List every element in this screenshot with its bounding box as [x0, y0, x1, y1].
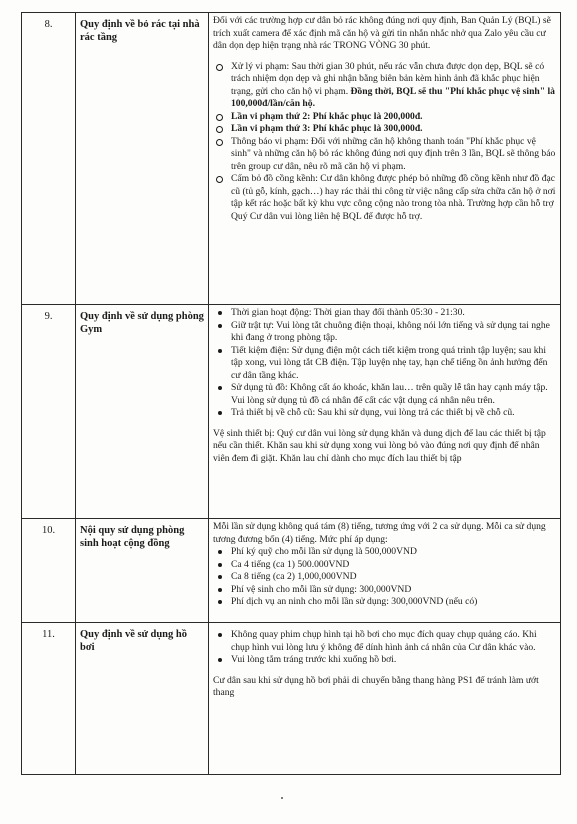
- row-title: Quy định về sử dụng hồ bơi: [76, 623, 209, 775]
- list-item: Giữ trật tự: Vui lòng tắt chuông điện thoại, không nói lớn tiếng và sử dụng tai nghe khi đang ở trong phòng tập.: [213, 320, 556, 345]
- row-intro: Đối với các trường hợp cư dân bỏ rác không đúng nơi quy định, Ban Quản Lý (BQL) sẽ trích xuất camera để xác định mã căn hộ và gửi tin nhắn nhắc nhở qua Zalo yêu cầu cư dân dọn dẹp hiện trạng nhà rác TRONG VÒNG 30 phút.: [213, 15, 551, 51]
- list-item: Không quay phim chụp hình tại hồ bơi cho mục đích quay chụp quảng cáo. Khi chụp hình vui lòng lưu ý không để dính hình ảnh cá nhân của Cư dân khác vào.: [213, 629, 556, 654]
- list-item: Thời gian hoạt động: Thời gian thay đổi thành 05:30 - 21:30.: [213, 307, 556, 320]
- list-item: Vui lòng tắm tráng trước khi xuống hồ bơi.: [213, 654, 556, 667]
- row-number: 10.: [22, 519, 76, 623]
- bullet-list: [213, 629, 556, 667]
- list-item: Phí ký quỹ cho mỗi lần sử dụng là 500,000VND: [213, 546, 556, 559]
- row-footer: Cư dân sau khi sử dụng hồ bơi phải di chuyển bằng thang hàng PS1 để tránh làm ướt thang: [213, 674, 539, 698]
- row-number: 8.: [22, 13, 76, 305]
- list-item: Sử dụng tủ đồ: Không cất áo khoác, khăn lau… trên quầy lễ tân hay cạnh máy tập. Vui lòng sử dụng tủ đồ cá nhân để cất các vật dụng cá nhân nêu trên.: [213, 382, 556, 407]
- bullet-list: [213, 307, 556, 420]
- list-item: Lần vi phạm thứ 3: Phí khắc phục là 300,000đ.: [213, 123, 556, 136]
- row-content: [209, 519, 561, 623]
- row-title: Quy định về sử dụng phòng Gym: [76, 305, 209, 519]
- page-mark: [281, 797, 283, 799]
- table-row: [22, 305, 561, 519]
- row-content: [209, 305, 561, 519]
- row-title: Nội quy sử dụng phòng sinh hoạt cộng đồng: [76, 519, 209, 623]
- circle-list: [213, 61, 556, 224]
- row-number: 11.: [22, 623, 76, 775]
- list-item: Thông báo vi phạm: Đối với những căn hộ không thanh toán "Phí khắc phục vệ sinh" và những căn hộ bỏ rác không đúng nơi quy định trên 3 lần, BQL sẽ thông báo trên group cư dân, nêu rõ mã căn hộ vi phạm.: [213, 136, 556, 174]
- row-footer: Vệ sinh thiết bị: Quý cư dân vui lòng sử dụng khăn và dung dịch để lau các thiết bị tập nếu cần thiết. Khăn sau khi sử dụng xong vui lòng bỏ vào đúng nơi quy định để nhân viên đem đi giặt. Khăn lau chỉ dành cho mục đích lau thiết bị tập: [213, 427, 546, 464]
- list-item: Tiết kiệm điện: Sử dụng điện một cách tiết kiệm trong quá trình tập luyện; sau khi tập xong, vui lòng tắt CB điện. Tập luyện nhẹ tay, hạn chế tiếng ồn ảnh hưởng đến cư dân tầng khác.: [213, 345, 556, 383]
- table-row: [22, 519, 561, 623]
- row-intro: Mỗi lần sử dụng không quá tám (8) tiếng, tương ứng với 2 ca sử dụng. Mỗi ca sử dụng tương đương bốn (4) tiếng. Mức phí áp dụng:: [213, 521, 546, 545]
- regulations-table: [21, 12, 561, 775]
- table-row: [22, 13, 561, 305]
- list-item: Trả thiết bị về chỗ cũ: Sau khi sử dụng, vui lòng trả các thiết bị về chỗ cũ.: [213, 407, 556, 420]
- list-item: Ca 4 tiếng (ca 1) 500.000VND: [213, 559, 556, 572]
- list-item: Lần vi phạm thứ 2: Phí khắc phục là 200,000đ.: [213, 111, 556, 124]
- row-title: Quy định về bỏ rác tại nhà rác tầng: [76, 13, 209, 305]
- row-content: [209, 13, 561, 305]
- bullet-list: [213, 546, 556, 609]
- list-item: Phí vệ sinh cho mỗi lần sử dụng: 300,000VND: [213, 584, 556, 597]
- list-item: Phí dịch vụ an ninh cho mỗi lần sử dụng: 300,000VND (nếu có): [213, 596, 556, 609]
- row-content: [209, 623, 561, 775]
- list-item: Cấm bỏ đồ cồng kềnh: Cư dân không được phép bỏ những đồ cồng kềnh như đồ đạc cũ (tủ gỗ, kính, gạch…) hay rác thải thi công từ việc nâng cấp sửa chữa căn hộ ở nơi tập kết rác hoặc bất kỳ khu vực công cộng nào trong tòa nhà. Trường hợp cần hỗ trợ Quý Cư dân vui lòng liên hệ BQL để được hỗ trợ.: [213, 173, 556, 223]
- list-item: Xử lý vi phạm: Sau thời gian 30 phút, nếu rác vẫn chưa được dọn dẹp, BQL sẽ có trách nhiệm dọn dẹp và ghi nhận bằng biên bản kèm hình ảnh đã khắc phục hiện trạng, gửi cho căn hộ vi phạm. Đồng thời, BQL sẽ thu "Phí khắc phục vệ sinh" là 100,000đ/lần/căn hộ.: [213, 61, 556, 111]
- row-number: 9.: [22, 305, 76, 519]
- list-item: Ca 8 tiếng (ca 2) 1,000,000VND: [213, 571, 556, 584]
- table-row: [22, 623, 561, 775]
